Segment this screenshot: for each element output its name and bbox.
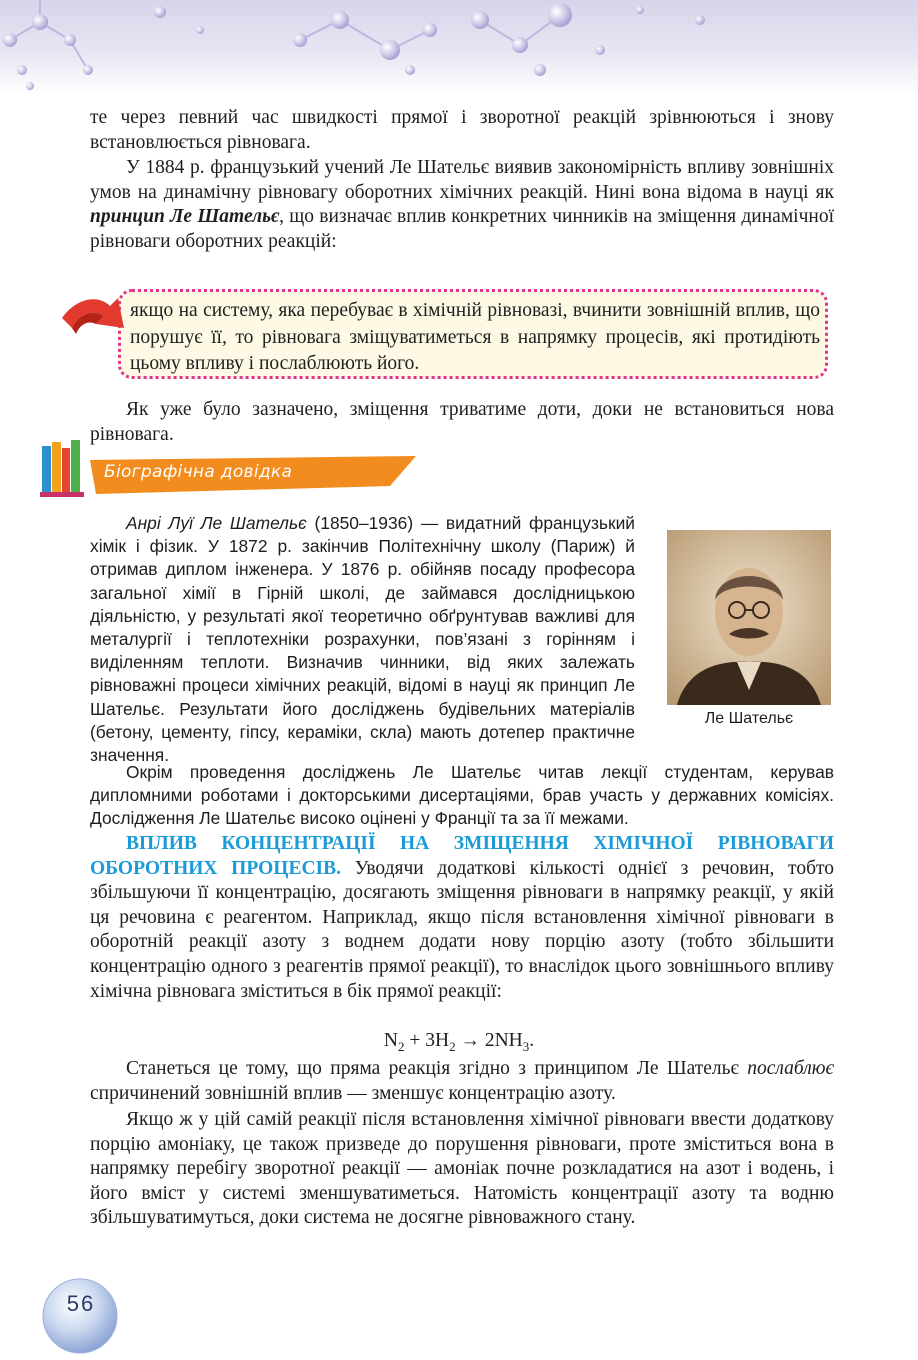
rule-text: якщо на систему, яка перебуває в хімічній рівновазі, вчинити зовнішній вплив, що порушує її, то рівновага зміщуватиметься в напрямку процесів, які протидіють цьому впливу і послаблюють його. — [130, 300, 820, 374]
paragraph-5 — [90, 1057, 834, 1106]
paragraph-5-emphasis: послаблює — [747, 1058, 834, 1079]
formula-n-sub: 2 — [397, 1038, 405, 1054]
page-number: 56 — [66, 1291, 96, 1316]
formula-h: + 3H — [404, 1030, 450, 1051]
header-decoration — [0, 0, 918, 96]
bio-text-1-body: (1850–1936) — видатний французький хімік і фізик. У 1872 р. закінчив Політехнічну школу (Париж) й отримав диплом інженера. У 1876 р. обійняв посаду професора загальної хімії в Гірній школі, де займався дослідницькою діяльністю, у результаті якої теоретично обґрунтував важливі для металургії і теплотехніки розрахунки, пов’язані з горінням і виділенням теплоти. Визначив чинники, від яких залежать рівноважні процеси хімічних реакцій, відомі в науці як принцип Ле Шательє. Результати його досліджень будівельних матеріалів (бетону, цементу, гіпсу, кераміки, скла) мають дотепер практичне значення. — [90, 513, 636, 766]
bio-text-2 — [90, 761, 834, 831]
section-paragraph-text: Уводячи додаткові кількості однієї з речовин, тобто збільшуючи її концентрацію, досягають зміщення рівноваги в напрямку реакції, у якій ця речовина є реагентом. Наприклад, якщо після встановлення хімічної рівноваги в оборотній реакції азоту з воднем додати нову порцію азоту (тобто збільшити концентрацію одного з реагентів прямої реакції), то внаслідок цього зовнішнього впливу хімічна рівновага зміститься в бік прямої реакції: — [90, 857, 835, 1002]
red-arrow-icon — [58, 288, 128, 356]
reaction-formula — [0, 1030, 918, 1055]
paragraph-6 — [90, 1108, 834, 1231]
le-chatelier-principle-term: принцип Ле Шательє — [90, 206, 280, 228]
bio-name: Анрі Луї Ле Шательє — [126, 513, 307, 533]
formula-end: . — [529, 1030, 535, 1051]
formula-n: N — [383, 1030, 398, 1051]
bio-text-1 — [90, 512, 635, 767]
paragraph-5-text-b: спричинений зовнішній вплив — зменшує концентрацію азоту. — [90, 1082, 616, 1104]
portrait-image — [667, 530, 831, 705]
formula-nh: → 2NH — [455, 1030, 523, 1051]
books-icon — [40, 440, 88, 498]
le-chatelier-rule — [130, 298, 820, 378]
paragraph-6-text: Якщо ж у цій самій реакції після встановлення хімічної рівноваги ввести додаткову порцію амоніаку, це також призведе до порушення рівноваги, проте зміститься вона в напрямку перебігу зворотної реакції — амоніак почне розкладатися на азот і водень, і його вміст у системі зменшуватиметься. Натомість концентрації азоту та водню збільшуватимуться, доки система не досягне рівноважного стану. — [90, 1109, 834, 1229]
portrait-caption: Ле Шательє — [704, 710, 794, 727]
bio-banner-title: Біографічна довідка — [104, 462, 293, 482]
paragraph-2-text-b: , що визначає вплив конкретних чинників на зміщення динамічної рівноваги оборотних реакцій: — [90, 206, 834, 252]
paragraph-1-text: те через певний час швидкості прямої і зворотної реакцій зрівнюються і знову встановлюється рівновага. — [90, 107, 834, 153]
section-heading: ВПЛИВ КОНЦЕНТРАЦІЇ НА ЗМІЩЕННЯ ХІМІЧНОЇ РІВНОВАГИ ОБОРОТНИХ ПРОЦЕСІВ. — [90, 833, 834, 879]
paragraph-2 — [90, 156, 834, 254]
concentration-section — [90, 832, 834, 1004]
molecule-bubbles-icon — [0, 0, 918, 96]
paragraph-5-text-a: Станеться це тому, що пряма реакція згідно з принципом Ле Шательє — [126, 1058, 748, 1079]
formula-nh-sub: 3 — [522, 1038, 530, 1054]
formula-h-sub: 2 — [449, 1038, 456, 1054]
paragraph-1 — [90, 106, 834, 155]
bio-text-2-body: Окрім проведення досліджень Ле Шательє читав лекції студентам, керував дипломними роботами і докторськими дисертаціями, брав участь у державних комісіях. Дослідження Ле Шательє високо оцінені у Франції та за її межами. — [90, 762, 834, 829]
paragraph-3-text: Як уже було зазначено, зміщення триватиме доти, доки не встановиться нова рівновага. — [90, 399, 834, 445]
paragraph-3 — [90, 398, 834, 447]
paragraph-2-text-a: У 1884 р. французький учений Ле Шательє виявив закономірність впливу зовнішніх умов на динамічну рівновагу оборотних хімічних реакцій. Нині вона відома в науці як — [90, 157, 834, 203]
